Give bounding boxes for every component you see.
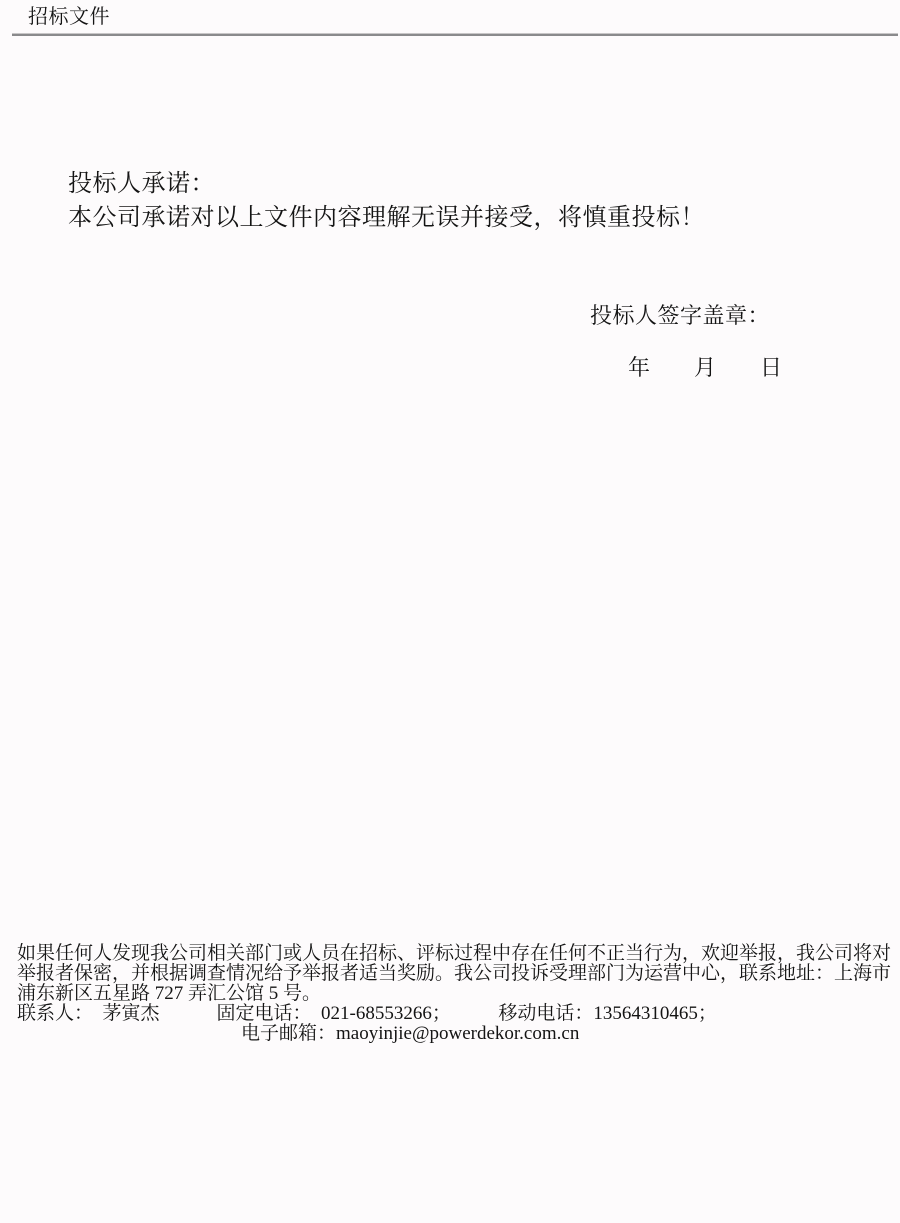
footer-notice-line-3: 浦东新区五星路 727 弄汇公馆 5 号。: [17, 983, 322, 1004]
footer-notice: [17, 944, 895, 1044]
footer-contact-line: 联系人： 茅寅杰 固定电话： 021-68553266； 移动电话：13564310465；: [17, 1003, 717, 1024]
signature-label: 投标人签字盖章：: [590, 303, 771, 328]
footer-notice-line-2: 举报者保密，并根据调查情况给予举报者适当奖励。我公司投诉受理部门为运营中心，联系地址：上海市: [17, 963, 892, 984]
commitment-title: 投标人承诺：: [68, 171, 215, 197]
commitment-body: 本公司承诺对以上文件内容理解无误并接受，将慎重投标！: [68, 205, 705, 231]
footer-notice-line-1: 如果任何人发现我公司相关部门或人员在招标、评标过程中存在任何不正当行为，欢迎举报，我公司将对: [17, 943, 892, 964]
header-title: 招标文件: [28, 6, 110, 28]
footer-email-line: 电子邮箱：maoyinjie@powerdekor.com.cn: [241, 1023, 580, 1044]
date-line: 年 月 日: [628, 355, 783, 380]
header-rule: [12, 33, 898, 36]
